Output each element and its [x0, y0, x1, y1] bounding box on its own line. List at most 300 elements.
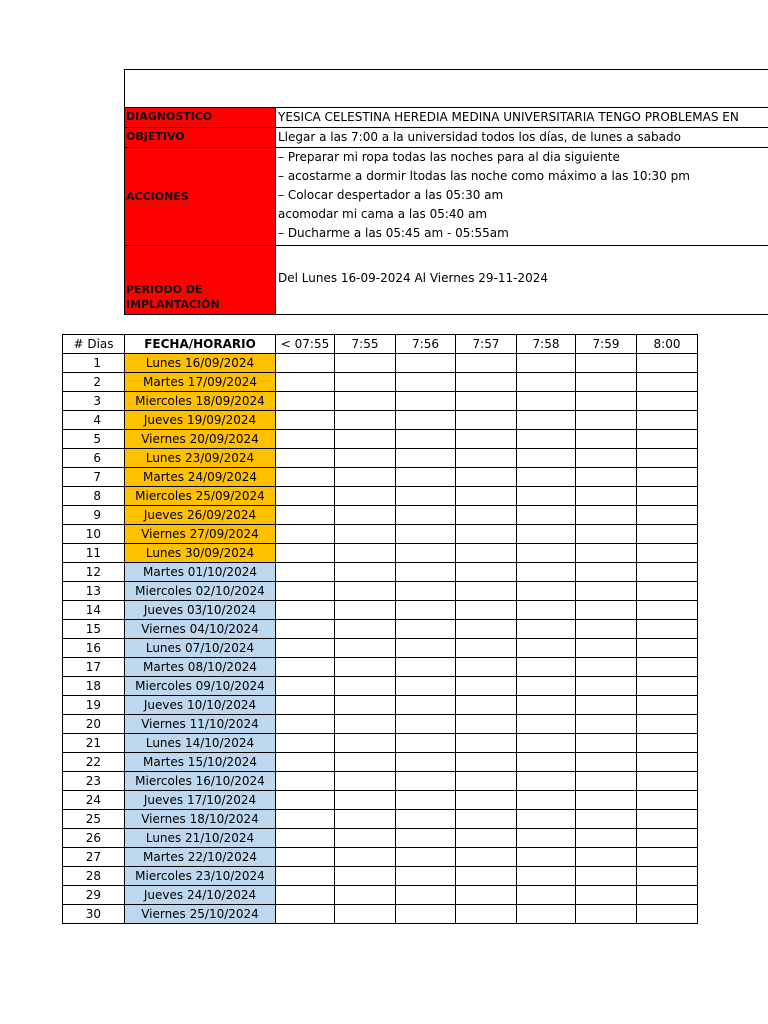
day-number-cell[interactable]: 15 [63, 620, 125, 639]
time-cell[interactable] [637, 620, 698, 639]
time-cell[interactable] [335, 373, 396, 392]
time-cell[interactable] [576, 430, 637, 449]
time-cell[interactable] [576, 411, 637, 430]
day-number-cell[interactable]: 19 [63, 696, 125, 715]
date-cell[interactable]: Martes 17/09/2024 [125, 373, 276, 392]
time-cell[interactable] [576, 734, 637, 753]
time-cell[interactable] [576, 544, 637, 563]
time-cell[interactable] [637, 411, 698, 430]
time-cell[interactable] [576, 696, 637, 715]
day-number-cell[interactable]: 29 [63, 886, 125, 905]
time-cell[interactable] [576, 620, 637, 639]
periodo-row [124, 245, 768, 315]
time-cell[interactable] [456, 791, 517, 810]
time-cell[interactable] [396, 525, 456, 544]
time-cell[interactable] [396, 905, 456, 924]
day-number-cell[interactable]: 1 [63, 354, 125, 373]
time-cell[interactable] [517, 487, 576, 506]
time-cell[interactable] [637, 848, 698, 867]
time-cell[interactable] [517, 373, 576, 392]
date-cell[interactable]: Viernes 27/09/2024 [125, 525, 276, 544]
day-number-cell[interactable]: 8 [63, 487, 125, 506]
time-cell[interactable] [576, 677, 637, 696]
header-fecha-horario[interactable]: FECHA/HORARIO [125, 335, 276, 354]
time-cell[interactable] [637, 563, 698, 582]
time-cell[interactable] [517, 392, 576, 411]
time-cell[interactable] [456, 639, 517, 658]
time-cell[interactable] [396, 373, 456, 392]
time-cell[interactable] [576, 639, 637, 658]
time-cell[interactable] [335, 468, 396, 487]
time-cell[interactable] [456, 696, 517, 715]
day-number-cell[interactable]: 24 [63, 791, 125, 810]
objetivo-value[interactable]: Llegar a las 7:00 a la universidad todos los días, de lunes a sabado [275, 127, 768, 147]
table-row [63, 791, 698, 810]
time-cell[interactable] [396, 620, 456, 639]
time-cell[interactable] [576, 373, 637, 392]
time-cell[interactable] [576, 810, 637, 829]
time-cell[interactable] [637, 582, 698, 601]
time-cell[interactable] [576, 715, 637, 734]
time-cell[interactable] [335, 392, 396, 411]
time-cell[interactable] [335, 354, 396, 373]
time-cell[interactable] [396, 639, 456, 658]
time-cell[interactable] [456, 848, 517, 867]
time-cell[interactable] [456, 449, 517, 468]
time-cell[interactable] [456, 810, 517, 829]
date-cell[interactable]: Jueves 24/10/2024 [125, 886, 276, 905]
time-cell[interactable] [517, 601, 576, 620]
time-cell[interactable] [396, 886, 456, 905]
time-cell[interactable] [637, 487, 698, 506]
time-cell[interactable] [276, 582, 335, 601]
time-cell[interactable] [576, 753, 637, 772]
time-cell[interactable] [396, 544, 456, 563]
date-cell[interactable]: Viernes 20/09/2024 [125, 430, 276, 449]
time-cell[interactable] [276, 696, 335, 715]
header-time-759[interactable]: 7:59 [576, 335, 637, 354]
date-cell[interactable]: Jueves 17/10/2024 [125, 791, 276, 810]
day-number-cell[interactable]: 13 [63, 582, 125, 601]
time-cell[interactable] [517, 772, 576, 791]
time-cell[interactable] [517, 753, 576, 772]
time-cell[interactable] [335, 772, 396, 791]
time-cell[interactable] [517, 506, 576, 525]
time-cell[interactable] [276, 392, 335, 411]
time-cell[interactable] [637, 658, 698, 677]
time-cell[interactable] [335, 506, 396, 525]
time-cell[interactable] [335, 658, 396, 677]
time-cell[interactable] [276, 715, 335, 734]
date-cell[interactable]: Lunes 23/09/2024 [125, 449, 276, 468]
time-cell[interactable] [637, 449, 698, 468]
time-cell[interactable] [517, 848, 576, 867]
time-cell[interactable] [396, 829, 456, 848]
day-number-cell[interactable]: 3 [63, 392, 125, 411]
time-cell[interactable] [335, 582, 396, 601]
time-cell[interactable] [456, 734, 517, 753]
time-cell[interactable] [517, 867, 576, 886]
table-row [63, 544, 698, 563]
date-cell[interactable]: Jueves 19/09/2024 [125, 411, 276, 430]
time-cell[interactable] [335, 696, 396, 715]
header-time-757[interactable]: 7:57 [456, 335, 517, 354]
time-cell[interactable] [637, 696, 698, 715]
time-cell[interactable] [276, 886, 335, 905]
table-row [63, 734, 698, 753]
time-cell[interactable] [456, 582, 517, 601]
table-row [63, 886, 698, 905]
time-cell[interactable] [517, 468, 576, 487]
table-row [63, 829, 698, 848]
time-cell[interactable] [335, 677, 396, 696]
time-cell[interactable] [576, 506, 637, 525]
time-cell[interactable] [517, 449, 576, 468]
table-row [63, 639, 698, 658]
time-cell[interactable] [396, 715, 456, 734]
time-cell[interactable] [335, 449, 396, 468]
time-cell[interactable] [637, 601, 698, 620]
date-cell[interactable]: Lunes 21/10/2024 [125, 829, 276, 848]
day-number-cell[interactable]: 20 [63, 715, 125, 734]
acciones-value[interactable] [275, 147, 768, 245]
table-row [63, 810, 698, 829]
day-number-cell[interactable]: 30 [63, 905, 125, 924]
time-cell[interactable] [576, 563, 637, 582]
time-cell[interactable] [637, 373, 698, 392]
time-cell[interactable] [396, 430, 456, 449]
time-cell[interactable] [456, 430, 517, 449]
objetivo-label[interactable]: OBJETIVO [124, 127, 275, 147]
day-number-cell[interactable]: 4 [63, 411, 125, 430]
time-cell[interactable] [396, 848, 456, 867]
date-cell[interactable]: Martes 22/10/2024 [125, 848, 276, 867]
time-cell[interactable] [576, 658, 637, 677]
time-cell[interactable] [576, 848, 637, 867]
date-cell[interactable]: Lunes 07/10/2024 [125, 639, 276, 658]
time-cell[interactable] [517, 810, 576, 829]
time-cell[interactable] [576, 468, 637, 487]
day-number-cell[interactable]: 2 [63, 373, 125, 392]
time-cell[interactable] [396, 563, 456, 582]
day-number-cell[interactable]: 14 [63, 601, 125, 620]
time-cell[interactable] [637, 772, 698, 791]
time-cell[interactable] [396, 506, 456, 525]
day-number-cell[interactable]: 5 [63, 430, 125, 449]
time-cell[interactable] [517, 582, 576, 601]
time-cell[interactable] [517, 411, 576, 430]
time-cell[interactable] [276, 753, 335, 772]
time-cell[interactable] [335, 829, 396, 848]
day-number-cell[interactable]: 7 [63, 468, 125, 487]
time-cell[interactable] [637, 544, 698, 563]
time-cell[interactable] [637, 430, 698, 449]
date-cell[interactable]: Lunes 30/09/2024 [125, 544, 276, 563]
time-cell[interactable] [517, 525, 576, 544]
day-number-cell[interactable]: 25 [63, 810, 125, 829]
day-number-cell[interactable]: 6 [63, 449, 125, 468]
time-cell[interactable] [456, 601, 517, 620]
day-number-cell[interactable]: 9 [63, 506, 125, 525]
time-cell[interactable] [576, 392, 637, 411]
time-cell[interactable] [335, 430, 396, 449]
table-row [63, 848, 698, 867]
time-cell[interactable] [456, 506, 517, 525]
time-cell[interactable] [396, 487, 456, 506]
time-cell[interactable] [637, 506, 698, 525]
time-cell[interactable] [637, 639, 698, 658]
time-cell[interactable] [276, 677, 335, 696]
time-cell[interactable] [517, 829, 576, 848]
time-cell[interactable] [637, 392, 698, 411]
periodo-label-line1: PERIODO DE [126, 283, 203, 296]
time-cell[interactable] [517, 620, 576, 639]
time-cell[interactable] [335, 639, 396, 658]
periodo-value[interactable]: Del Lunes 16-09-2024 Al Viernes 29-11-2024 [275, 245, 768, 314]
time-cell[interactable] [576, 487, 637, 506]
header-time-before[interactable]: < 07:55 [276, 335, 335, 354]
time-cell[interactable] [456, 487, 517, 506]
time-cell[interactable] [396, 734, 456, 753]
time-cell[interactable] [576, 354, 637, 373]
date-cell[interactable]: Jueves 26/09/2024 [125, 506, 276, 525]
day-number-cell[interactable]: 21 [63, 734, 125, 753]
time-cell[interactable] [456, 544, 517, 563]
day-number-cell[interactable]: 23 [63, 772, 125, 791]
time-cell[interactable] [637, 905, 698, 924]
time-cell[interactable] [576, 525, 637, 544]
time-cell[interactable] [637, 715, 698, 734]
time-cell[interactable] [276, 867, 335, 886]
time-cell[interactable] [517, 905, 576, 924]
time-cell[interactable] [637, 886, 698, 905]
time-cell[interactable] [335, 620, 396, 639]
day-number-cell[interactable]: 12 [63, 563, 125, 582]
time-cell[interactable] [456, 373, 517, 392]
time-cell[interactable] [335, 487, 396, 506]
day-number-cell[interactable]: 11 [63, 544, 125, 563]
time-cell[interactable] [456, 715, 517, 734]
time-cell[interactable] [335, 563, 396, 582]
time-cell[interactable] [396, 601, 456, 620]
time-cell[interactable] [456, 392, 517, 411]
time-cell[interactable] [637, 791, 698, 810]
time-cell[interactable] [396, 772, 456, 791]
time-cell[interactable] [276, 829, 335, 848]
time-cell[interactable] [396, 810, 456, 829]
time-cell[interactable] [517, 354, 576, 373]
time-cell[interactable] [396, 468, 456, 487]
time-cell[interactable] [576, 886, 637, 905]
time-cell[interactable] [517, 886, 576, 905]
time-cell[interactable] [637, 810, 698, 829]
time-cell[interactable] [335, 867, 396, 886]
time-cell[interactable] [396, 791, 456, 810]
time-cell[interactable] [517, 791, 576, 810]
time-cell[interactable] [276, 772, 335, 791]
date-cell[interactable]: Viernes 25/10/2024 [125, 905, 276, 924]
header-time-758[interactable]: 7:58 [517, 335, 576, 354]
date-cell[interactable]: Martes 24/09/2024 [125, 468, 276, 487]
time-cell[interactable] [576, 449, 637, 468]
header-dias[interactable]: # Dias [63, 335, 125, 354]
date-cell[interactable]: Lunes 16/09/2024 [125, 354, 276, 373]
time-cell[interactable] [396, 411, 456, 430]
date-cell[interactable]: Martes 01/10/2024 [125, 563, 276, 582]
time-cell[interactable] [637, 468, 698, 487]
time-cell[interactable] [456, 354, 517, 373]
time-cell[interactable] [456, 867, 517, 886]
time-cell[interactable] [517, 696, 576, 715]
time-cell[interactable] [276, 449, 335, 468]
time-cell[interactable] [335, 886, 396, 905]
day-number-cell[interactable]: 27 [63, 848, 125, 867]
time-cell[interactable] [396, 753, 456, 772]
time-cell[interactable] [396, 696, 456, 715]
day-number-cell[interactable]: 22 [63, 753, 125, 772]
time-cell[interactable] [576, 601, 637, 620]
time-cell[interactable] [576, 867, 637, 886]
time-cell[interactable] [335, 905, 396, 924]
time-cell[interactable] [396, 658, 456, 677]
day-number-cell[interactable]: 26 [63, 829, 125, 848]
date-cell[interactable]: Jueves 03/10/2024 [125, 601, 276, 620]
time-cell[interactable] [517, 734, 576, 753]
time-cell[interactable] [456, 468, 517, 487]
time-cell[interactable] [637, 829, 698, 848]
time-cell[interactable] [517, 430, 576, 449]
time-cell[interactable] [517, 715, 576, 734]
time-cell[interactable] [637, 734, 698, 753]
header-time-755[interactable]: 7:55 [335, 335, 396, 354]
time-cell[interactable] [517, 677, 576, 696]
time-cell[interactable] [335, 791, 396, 810]
title-cell[interactable] [124, 69, 768, 107]
date-cell[interactable]: Miercoles 23/10/2024 [125, 867, 276, 886]
time-cell[interactable] [335, 753, 396, 772]
time-cell[interactable] [335, 810, 396, 829]
acciones-label[interactable]: ACCIONES [124, 147, 275, 245]
time-cell[interactable] [576, 582, 637, 601]
time-cell[interactable] [396, 449, 456, 468]
diagnostico-label[interactable]: DIAGNOSTICO [124, 107, 275, 127]
time-cell[interactable] [276, 563, 335, 582]
time-cell[interactable] [276, 905, 335, 924]
time-cell[interactable] [456, 829, 517, 848]
time-cell[interactable] [637, 677, 698, 696]
time-cell[interactable] [276, 430, 335, 449]
accion-item: – Ducharme a las 05:45 am - 05:55am [278, 226, 509, 240]
time-cell[interactable] [276, 506, 335, 525]
time-cell[interactable] [637, 525, 698, 544]
day-number-cell[interactable]: 18 [63, 677, 125, 696]
time-cell[interactable] [517, 658, 576, 677]
time-cell[interactable] [276, 601, 335, 620]
time-cell[interactable] [517, 544, 576, 563]
time-cell[interactable] [456, 658, 517, 677]
date-cell[interactable]: Martes 15/10/2024 [125, 753, 276, 772]
time-cell[interactable] [576, 772, 637, 791]
time-cell[interactable] [276, 848, 335, 867]
time-cell[interactable] [276, 620, 335, 639]
time-cell[interactable] [335, 715, 396, 734]
time-cell[interactable] [637, 867, 698, 886]
time-cell[interactable] [456, 563, 517, 582]
diagnostico-value[interactable]: YESICA CELESTINA HEREDIA MEDINA UNIVERSITARIA TENGO PROBLEMAS EN [275, 107, 768, 127]
time-cell[interactable] [276, 791, 335, 810]
date-cell[interactable]: Martes 08/10/2024 [125, 658, 276, 677]
time-cell[interactable] [456, 886, 517, 905]
date-cell[interactable]: Viernes 04/10/2024 [125, 620, 276, 639]
time-cell[interactable] [456, 525, 517, 544]
time-cell[interactable] [576, 905, 637, 924]
time-cell[interactable] [517, 639, 576, 658]
time-cell[interactable] [396, 354, 456, 373]
time-cell[interactable] [637, 354, 698, 373]
time-cell[interactable] [396, 392, 456, 411]
time-cell[interactable] [335, 848, 396, 867]
time-cell[interactable] [576, 791, 637, 810]
time-cell[interactable] [396, 582, 456, 601]
time-cell[interactable] [517, 563, 576, 582]
time-cell[interactable] [276, 354, 335, 373]
time-cell[interactable] [456, 677, 517, 696]
periodo-label[interactable] [124, 245, 275, 314]
table-row [63, 563, 698, 582]
time-cell[interactable] [276, 639, 335, 658]
date-cell[interactable]: Miercoles 16/10/2024 [125, 772, 276, 791]
date-cell[interactable]: Miercoles 02/10/2024 [125, 582, 276, 601]
time-cell[interactable] [335, 411, 396, 430]
date-cell[interactable]: Miercoles 18/09/2024 [125, 392, 276, 411]
day-number-cell[interactable]: 17 [63, 658, 125, 677]
time-cell[interactable] [576, 829, 637, 848]
time-cell[interactable] [335, 734, 396, 753]
time-cell[interactable] [456, 411, 517, 430]
date-cell[interactable]: Miercoles 25/09/2024 [125, 487, 276, 506]
time-cell[interactable] [335, 525, 396, 544]
time-cell[interactable] [637, 753, 698, 772]
date-cell[interactable]: Lunes 14/10/2024 [125, 734, 276, 753]
time-cell[interactable] [335, 544, 396, 563]
time-cell[interactable] [276, 810, 335, 829]
time-cell[interactable] [456, 620, 517, 639]
time-cell[interactable] [276, 487, 335, 506]
time-cell[interactable] [276, 373, 335, 392]
time-cell[interactable] [276, 468, 335, 487]
time-cell[interactable] [276, 544, 335, 563]
time-cell[interactable] [396, 677, 456, 696]
date-cell[interactable]: Viernes 18/10/2024 [125, 810, 276, 829]
time-cell[interactable] [335, 601, 396, 620]
time-cell[interactable] [456, 772, 517, 791]
time-cell[interactable] [456, 753, 517, 772]
time-cell[interactable] [276, 734, 335, 753]
date-cell[interactable]: Jueves 10/10/2024 [125, 696, 276, 715]
day-number-cell[interactable]: 10 [63, 525, 125, 544]
date-cell[interactable]: Viernes 11/10/2024 [125, 715, 276, 734]
date-cell[interactable]: Miercoles 09/10/2024 [125, 677, 276, 696]
time-cell[interactable] [396, 867, 456, 886]
time-cell[interactable] [456, 905, 517, 924]
header-time-800[interactable]: 8:00 [637, 335, 698, 354]
day-number-cell[interactable]: 16 [63, 639, 125, 658]
time-cell[interactable] [276, 525, 335, 544]
time-cell[interactable] [276, 658, 335, 677]
header-time-756[interactable]: 7:56 [396, 335, 456, 354]
time-cell[interactable] [276, 411, 335, 430]
day-number-cell[interactable]: 28 [63, 867, 125, 886]
